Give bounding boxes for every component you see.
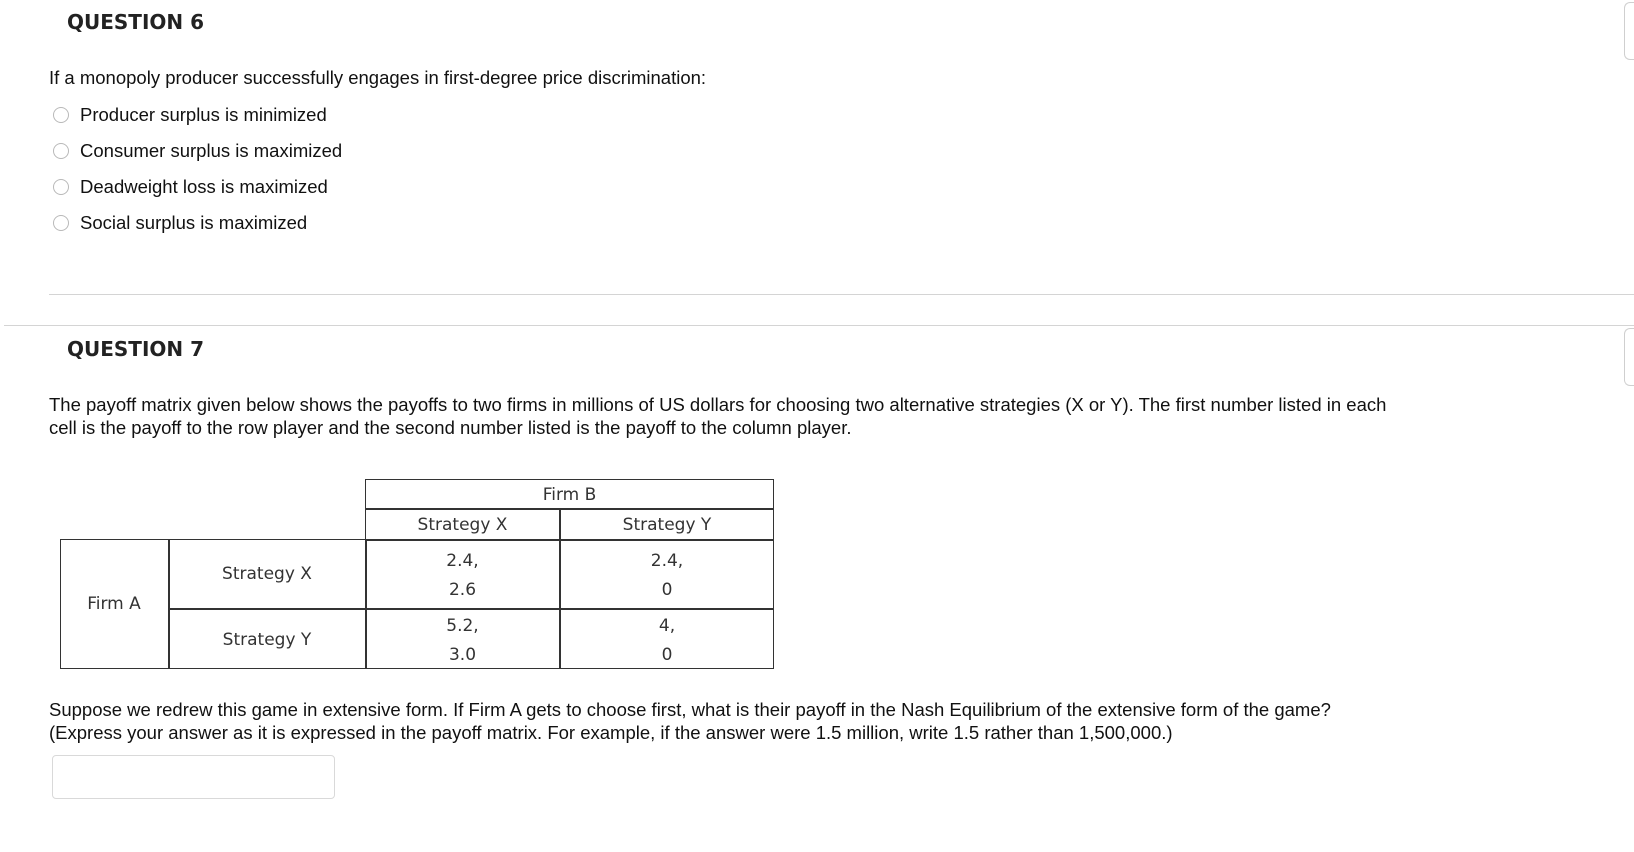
radio-button[interactable] [53,179,69,195]
row-divider [168,608,774,610]
question-7-prompt-line-1: The payoff matrix given below shows the payoffs to two firms in millions of US dollars for choosing two alternative strategies (X or Y). The first number listed in each [49,394,1387,415]
payoff-yy-second: 0 [661,645,673,665]
question-6-options [53,97,342,241]
radio-button[interactable] [53,215,69,231]
option-deadweight-loss[interactable] [53,169,342,205]
payoff-yy-first: 4, [658,616,676,636]
row-strategy-y: Strategy Y [222,630,312,650]
question-7-followup-line-1: Suppose we redrew this game in extensive form. If Firm A gets to choose first, what is their payoff in the Nash Equilibrium of the extensive form of the game? [49,699,1331,720]
payoff-yx-second: 3.0 [448,645,477,665]
radio-button[interactable] [53,107,69,123]
payoff-xy-second: 0 [661,580,673,600]
row-strategy-x: Strategy X [222,564,312,584]
option-producer-surplus[interactable] [53,97,342,133]
question-6-side-tab[interactable] [1624,2,1634,60]
payoff-xy-first: 2.4, [650,551,684,571]
question-7-side-tab[interactable] [1624,328,1634,386]
option-consumer-surplus[interactable] [53,133,342,169]
option-label[interactable]: Social surplus is maximized [80,212,308,233]
column-strategy-x: Strategy X [417,515,508,535]
question-6-title: QUESTION 6 [67,10,205,34]
question-6-divider [49,294,1634,295]
question-7-title: QUESTION 7 [67,337,205,361]
firm-a-label: Firm A [87,594,141,614]
header-divider [365,508,774,510]
option-label[interactable]: Consumer surplus is maximized [80,140,343,161]
question-7-followup-line-2: (Express your answer as it is expressed in the payoff matrix. For example, if the answer were 1.5 million, write 1.5 rather than 1,500,000.) [49,722,1173,743]
section-divider [4,325,1634,326]
question-7-prompt-line-2: cell is the payoff to the row player and the second number listed is the payoff to the column player. [49,417,852,438]
payoff-yx-first: 5.2, [446,616,479,636]
answer-input[interactable] [52,755,335,799]
payoff-xx-first: 2.4, [446,551,479,571]
option-social-surplus[interactable] [53,205,342,241]
option-label[interactable]: Producer surplus is minimized [80,104,327,125]
column-strategy-y: Strategy Y [622,515,712,535]
payoff-xx-second: 2.6 [448,580,477,600]
option-label[interactable]: Deadweight loss is maximized [80,176,328,197]
firm-b-label: Firm B [542,485,597,505]
question-6-prompt: If a monopoly producer successfully engages in first-degree price discrimination: [49,67,707,88]
radio-button[interactable] [53,143,69,159]
